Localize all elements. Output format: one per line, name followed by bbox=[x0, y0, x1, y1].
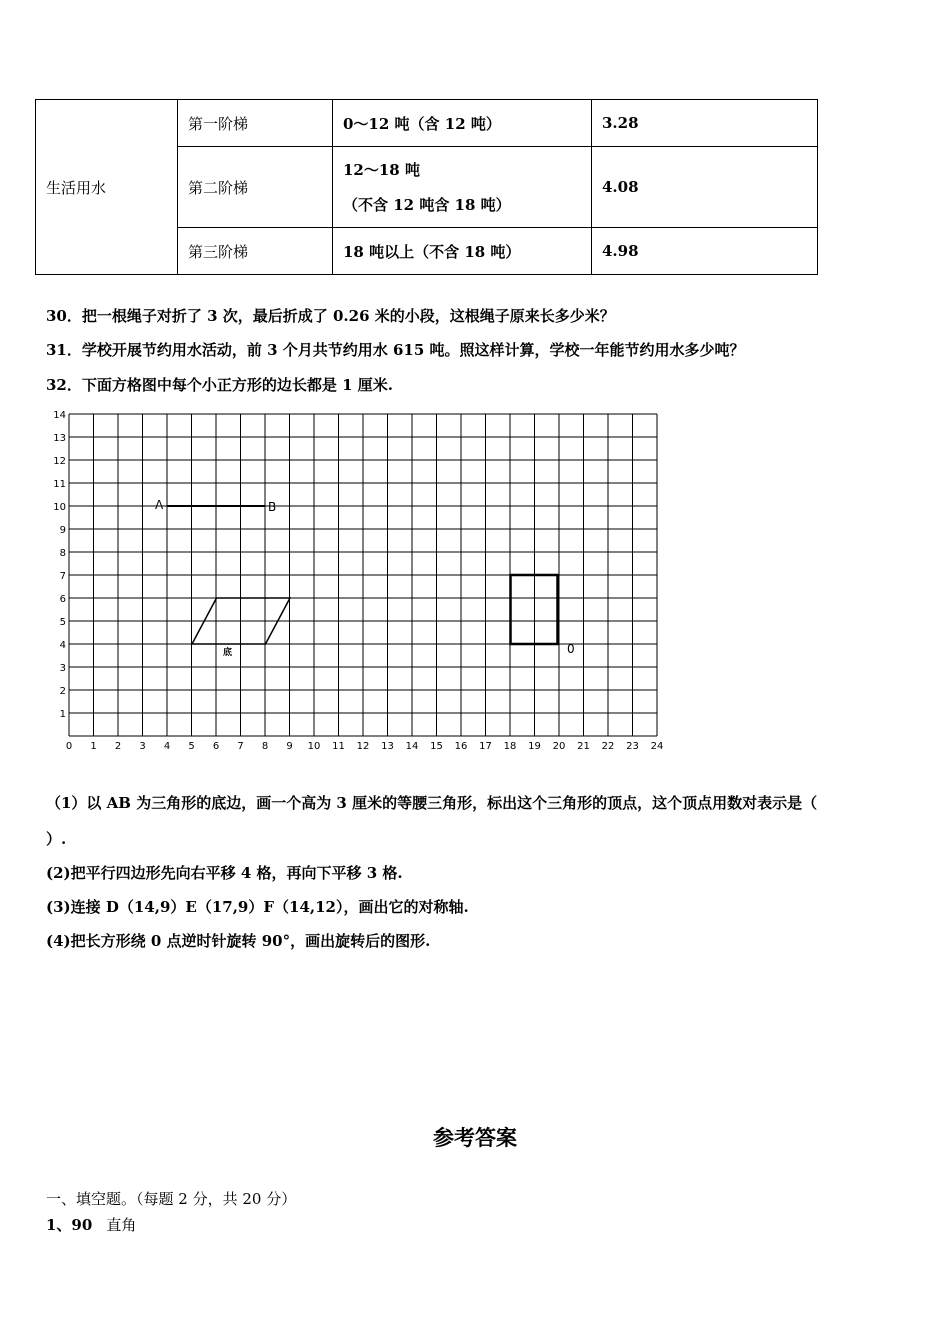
tier-cell: 第一阶梯 bbox=[178, 100, 333, 147]
y-axis-labels bbox=[53, 410, 66, 720]
x-tick-label: 12 bbox=[356, 741, 370, 752]
x-tick-label: 22 bbox=[601, 741, 615, 752]
x-tick-label: 2 bbox=[114, 741, 122, 752]
answer-1-number: 1、90 bbox=[46, 1216, 93, 1234]
x-tick-label: 8 bbox=[261, 741, 269, 752]
y-tick-label: 8 bbox=[59, 548, 66, 559]
tier-cell: 第三阶梯 bbox=[178, 228, 333, 275]
range-cell: 0～12 吨（含 12 吨） bbox=[333, 100, 592, 147]
x-tick-label: 5 bbox=[188, 741, 195, 752]
y-tick-label: 1 bbox=[59, 709, 66, 720]
x-tick-label: 20 bbox=[552, 741, 566, 752]
x-tick-label: 0 bbox=[65, 741, 73, 752]
category-cell: 生活用水 bbox=[36, 100, 178, 275]
question-31: 31．学校开展节约用水活动，前 3 个月共节约用水 615 吨。照这样计算，学校一年能节约用水多少吨？ bbox=[46, 341, 745, 359]
y-tick-label: 14 bbox=[53, 410, 66, 421]
y-tick-label: 7 bbox=[59, 571, 66, 582]
question-30: 30．把一根绳子对折了 3 次，最后折成了 0.26 米的小段，这根绳子原来长多少米？ bbox=[46, 307, 615, 325]
x-tick-label: 18 bbox=[503, 741, 517, 752]
answers-title: 参考答案 bbox=[433, 1126, 517, 1150]
y-tick-label: 12 bbox=[53, 456, 66, 467]
x-axis-labels bbox=[66, 741, 664, 752]
range-line-2: （不含 12 吨含 18 吨） bbox=[343, 196, 511, 214]
range-cell bbox=[333, 147, 592, 228]
x-tick-label: 6 bbox=[212, 741, 220, 752]
price-cell: 4.98 bbox=[592, 228, 818, 275]
price-cell: 3.28 bbox=[592, 100, 818, 147]
label-a: A bbox=[155, 498, 164, 512]
y-tick-label: 6 bbox=[59, 594, 66, 605]
x-tick-label: 19 bbox=[528, 741, 541, 752]
x-tick-label: 4 bbox=[163, 741, 171, 752]
question-32: 32．下面方格图中每个小正方形的边长都是 1 厘米. bbox=[46, 376, 393, 394]
y-tick-label: 13 bbox=[53, 433, 66, 444]
grid-lines bbox=[69, 414, 657, 736]
x-tick-label: 1 bbox=[90, 741, 97, 752]
range-cell: 18 吨以上（不含 18 吨） bbox=[333, 228, 592, 275]
range-line-1: 12～18 吨 bbox=[343, 161, 420, 179]
answer-1-text: 直角 bbox=[106, 1216, 137, 1234]
x-tick-label: 3 bbox=[139, 741, 146, 752]
x-tick-label: 17 bbox=[479, 741, 492, 752]
x-tick-label: 13 bbox=[381, 741, 394, 752]
label-b: B bbox=[268, 500, 277, 514]
x-tick-label: 16 bbox=[454, 741, 468, 752]
x-tick-label: 23 bbox=[626, 741, 639, 752]
x-tick-label: 7 bbox=[237, 741, 244, 752]
answer-1 bbox=[46, 1214, 136, 1235]
sub-question-1-line-1: （1）以 AB 为三角形的底边，画一个高为 3 厘米的等腰三角形，标出这个三角形的顶点，这个顶点用数对表示是（ bbox=[46, 794, 818, 812]
y-tick-label: 4 bbox=[59, 640, 66, 651]
sub-question-1-line-2: ）. bbox=[46, 830, 67, 848]
y-tick-label: 9 bbox=[59, 525, 66, 536]
label-base: 底 bbox=[223, 648, 233, 658]
x-tick-label: 9 bbox=[286, 741, 293, 752]
x-tick-label: 11 bbox=[332, 741, 345, 752]
sub-question-2: (2)把平行四边形先向右平移 4 格，再向下平移 3 格. bbox=[46, 864, 403, 882]
y-tick-label: 2 bbox=[59, 686, 66, 697]
label-o: 0 bbox=[567, 642, 575, 656]
x-tick-label: 10 bbox=[307, 741, 321, 752]
y-tick-label: 3 bbox=[59, 663, 66, 674]
water-price-table bbox=[35, 99, 818, 275]
y-tick-label: 5 bbox=[59, 617, 66, 628]
x-tick-label: 21 bbox=[577, 741, 590, 752]
coordinate-grid bbox=[40, 405, 670, 755]
price-cell: 4.08 bbox=[592, 147, 818, 228]
x-tick-label: 15 bbox=[430, 741, 443, 752]
sub-question-4: (4)把长方形绕 0 点逆时针旋转 90°，画出旋转后的图形. bbox=[46, 932, 431, 950]
x-tick-label: 14 bbox=[405, 741, 419, 752]
sub-question-3: (3)连接 D（14,9）E（17,9）F（14,12），画出它的对称轴. bbox=[46, 898, 469, 916]
y-tick-label: 11 bbox=[53, 479, 66, 490]
answers-section-1: 一、填空题。（每题 2 分，共 20 分） bbox=[46, 1190, 297, 1208]
tier-cell: 第二阶梯 bbox=[178, 147, 333, 228]
x-tick-label: 24 bbox=[650, 741, 664, 752]
y-tick-label: 10 bbox=[53, 502, 66, 513]
